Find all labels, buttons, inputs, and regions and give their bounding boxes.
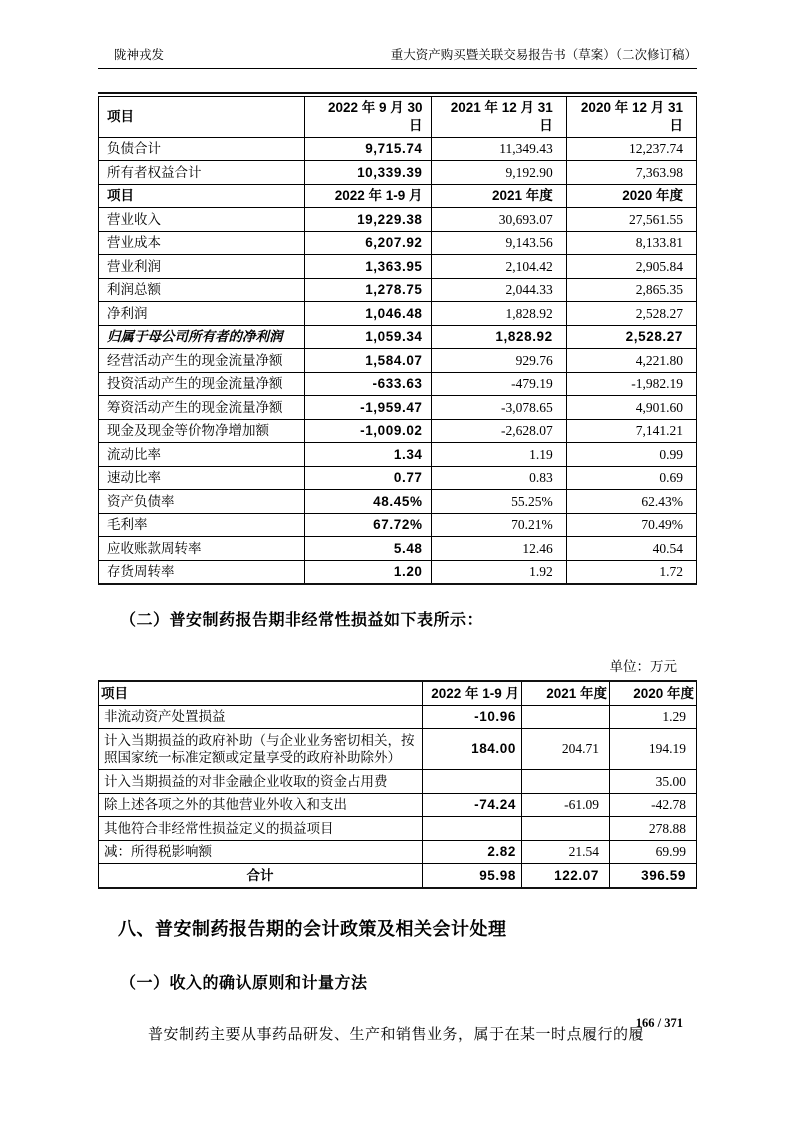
value-cell: 1,584.07: [305, 349, 431, 373]
row-label-cell: 流动比率: [99, 443, 305, 467]
table-row: [99, 729, 697, 770]
value-cell: 9,143.56: [431, 231, 566, 255]
value-cell: 27,561.55: [566, 208, 696, 232]
value-cell: 19,229.38: [305, 208, 431, 232]
section-8-heading: 八、普安制药报告期的会计政策及相关会计处理: [118, 918, 507, 939]
row-label-cell: 应收账款周转率: [99, 537, 305, 561]
value-cell: 35.00: [610, 770, 697, 794]
row-label-cell: 计入当期损益的政府补助（与企业业务密切相关，按照国家统一标准定额或定量享受的政府补助除外）: [99, 729, 423, 770]
value-cell: 2,528.27: [566, 302, 696, 326]
value-cell: -74.24: [423, 793, 522, 817]
table-row: [99, 864, 697, 887]
value-cell: 0.69: [566, 466, 696, 490]
value-cell: 40.54: [566, 537, 696, 561]
value-cell: -1,959.47: [305, 396, 431, 420]
value-cell: 69.99: [610, 840, 697, 864]
value-cell: -3,078.65: [431, 396, 566, 420]
row-label-cell: 资产负债率: [99, 490, 305, 514]
value-cell: 9,715.74: [305, 137, 431, 161]
table-row: [99, 137, 697, 161]
value-cell: 0.83: [431, 466, 566, 490]
value-cell: 2021 年度: [522, 682, 610, 705]
row-label-cell: 项目: [99, 184, 305, 208]
value-cell: 122.07: [522, 864, 610, 887]
value-cell: 204.71: [522, 729, 610, 770]
table-row: [99, 302, 697, 326]
value-cell: -10.96: [423, 705, 522, 729]
value-cell: [522, 770, 610, 794]
value-cell: 30,693.07: [431, 208, 566, 232]
section-2-heading: （二）普安制药报告期非经常性损益如下表所示：: [120, 612, 484, 629]
value-cell: 95.98: [423, 864, 522, 887]
value-cell: 11,349.43: [431, 137, 566, 161]
value-cell: 12,237.74: [566, 137, 696, 161]
value-cell: 2022 年 1-9 月: [423, 682, 522, 705]
value-cell: 2,044.33: [431, 278, 566, 302]
row-label-cell: 项目: [99, 682, 423, 705]
value-cell: 1,046.48: [305, 302, 431, 326]
table-row: [99, 682, 697, 705]
value-cell: 0.99: [566, 443, 696, 467]
non-recurring-items-table: [98, 682, 697, 887]
value-cell: 6,207.92: [305, 231, 431, 255]
value-cell: 1,278.75: [305, 278, 431, 302]
value-cell: 2,528.27: [566, 325, 696, 349]
value-cell: 2020 年 12 月 31 日: [566, 96, 696, 137]
table-row: [99, 817, 697, 841]
table-row: [99, 231, 697, 255]
table-row: [99, 490, 697, 514]
value-cell: -61.09: [522, 793, 610, 817]
value-cell: 2020 年度: [610, 682, 697, 705]
non-recurring-items-table-wrapper: [98, 680, 697, 889]
value-cell: 1.72: [566, 560, 696, 583]
row-label-cell: 其他符合非经常性损益定义的损益项目: [99, 817, 423, 841]
value-cell: 70.49%: [566, 513, 696, 537]
row-label-cell: 毛利率: [99, 513, 305, 537]
table-row: [99, 793, 697, 817]
table-row: [99, 372, 697, 396]
header-company-name: 陇神戎发: [114, 48, 165, 62]
value-cell: 1,363.95: [305, 255, 431, 279]
value-cell: 5.48: [305, 537, 431, 561]
value-cell: 1.92: [431, 560, 566, 583]
table-row: [99, 396, 697, 420]
value-cell: 194.19: [610, 729, 697, 770]
value-cell: 1.29: [610, 705, 697, 729]
table-row: [99, 255, 697, 279]
value-cell: 2021 年 12 月 31 日: [431, 96, 566, 137]
row-label-cell: 负债合计: [99, 137, 305, 161]
row-label-cell: 除上述各项之外的其他营业外收入和支出: [99, 793, 423, 817]
table-row: [99, 705, 697, 729]
value-cell: 9,192.90: [431, 161, 566, 185]
row-label-cell: 归属于母公司所有者的净利润: [99, 325, 305, 349]
row-label-cell: 营业收入: [99, 208, 305, 232]
row-label-cell: 计入当期损益的对非金融企业收取的资金占用费: [99, 770, 423, 794]
table-row: [99, 840, 697, 864]
value-cell: 0.77: [305, 466, 431, 490]
value-cell: -1,982.19: [566, 372, 696, 396]
value-cell: 10,339.39: [305, 161, 431, 185]
table-row: [99, 419, 697, 443]
value-cell: 278.88: [610, 817, 697, 841]
table-row: [99, 443, 697, 467]
value-cell: [522, 817, 610, 841]
row-label-cell: 合计: [99, 864, 423, 887]
value-cell: -42.78: [610, 793, 697, 817]
value-cell: 12.46: [431, 537, 566, 561]
unit-label: 单位：万元: [609, 659, 677, 674]
row-label-cell: 净利润: [99, 302, 305, 326]
row-label-cell: 速动比率: [99, 466, 305, 490]
table-row: [99, 466, 697, 490]
value-cell: 1,828.92: [431, 302, 566, 326]
body-paragraph: 普安制药主要从事药品研发、生产和销售业务，属于在某一时点履行的履: [148, 1026, 645, 1043]
value-cell: 67.72%: [305, 513, 431, 537]
value-cell: [522, 705, 610, 729]
table-row: [99, 770, 697, 794]
value-cell: 2021 年度: [431, 184, 566, 208]
value-cell: [423, 817, 522, 841]
header-document-title: 重大资产购买暨关联交易报告书（草案）（二次修订稿）: [390, 48, 697, 62]
row-label-cell: 营业成本: [99, 231, 305, 255]
value-cell: 48.45%: [305, 490, 431, 514]
table-row: [99, 96, 697, 137]
value-cell: -1,009.02: [305, 419, 431, 443]
value-cell: -633.63: [305, 372, 431, 396]
table-row: [99, 208, 697, 232]
running-header: [98, 47, 697, 69]
financial-summary-table-wrapper: [98, 92, 697, 585]
table-row: [99, 537, 697, 561]
financial-summary-table: [98, 96, 697, 584]
value-cell: 2020 年度: [566, 184, 696, 208]
table-row: [99, 278, 697, 302]
value-cell: 1.19: [431, 443, 566, 467]
value-cell: 929.76: [431, 349, 566, 373]
value-cell: 2,905.84: [566, 255, 696, 279]
table-row: [99, 184, 697, 208]
value-cell: 8,133.81: [566, 231, 696, 255]
value-cell: 7,141.21: [566, 419, 696, 443]
value-cell: 2022 年 1-9 月: [305, 184, 431, 208]
table-row: [99, 161, 697, 185]
row-label-cell: 减：所得税影响额: [99, 840, 423, 864]
table-row: [99, 349, 697, 373]
table-row: [99, 560, 697, 583]
section-8-1-heading: （一）收入的确认原则和计量方法: [120, 974, 368, 992]
value-cell: 4,221.80: [566, 349, 696, 373]
value-cell: 1.20: [305, 560, 431, 583]
row-label-cell: 利润总额: [99, 278, 305, 302]
value-cell: -2,628.07: [431, 419, 566, 443]
value-cell: -479.19: [431, 372, 566, 396]
value-cell: 21.54: [522, 840, 610, 864]
value-cell: 4,901.60: [566, 396, 696, 420]
row-label-cell: 非流动资产处置损益: [99, 705, 423, 729]
value-cell: 2,865.35: [566, 278, 696, 302]
value-cell: 184.00: [423, 729, 522, 770]
value-cell: 396.59: [610, 864, 697, 887]
row-label-cell: 经营活动产生的现金流量净额: [99, 349, 305, 373]
value-cell: 55.25%: [431, 490, 566, 514]
table-row: [99, 513, 697, 537]
value-cell: 1,828.92: [431, 325, 566, 349]
page-number: 166 / 371: [635, 1016, 683, 1030]
row-label-cell: 筹资活动产生的现金流量净额: [99, 396, 305, 420]
value-cell: 1.34: [305, 443, 431, 467]
value-cell: 2.82: [423, 840, 522, 864]
value-cell: [423, 770, 522, 794]
table-row: [99, 325, 697, 349]
value-cell: 1,059.34: [305, 325, 431, 349]
value-cell: 2022 年 9 月 30 日: [305, 96, 431, 137]
row-label-cell: 项目: [99, 96, 305, 137]
row-label-cell: 现金及现金等价物净增加额: [99, 419, 305, 443]
value-cell: 2,104.42: [431, 255, 566, 279]
value-cell: 7,363.98: [566, 161, 696, 185]
row-label-cell: 投资活动产生的现金流量净额: [99, 372, 305, 396]
row-label-cell: 存货周转率: [99, 560, 305, 583]
value-cell: 62.43%: [566, 490, 696, 514]
value-cell: 70.21%: [431, 513, 566, 537]
row-label-cell: 营业利润: [99, 255, 305, 279]
row-label-cell: 所有者权益合计: [99, 161, 305, 185]
